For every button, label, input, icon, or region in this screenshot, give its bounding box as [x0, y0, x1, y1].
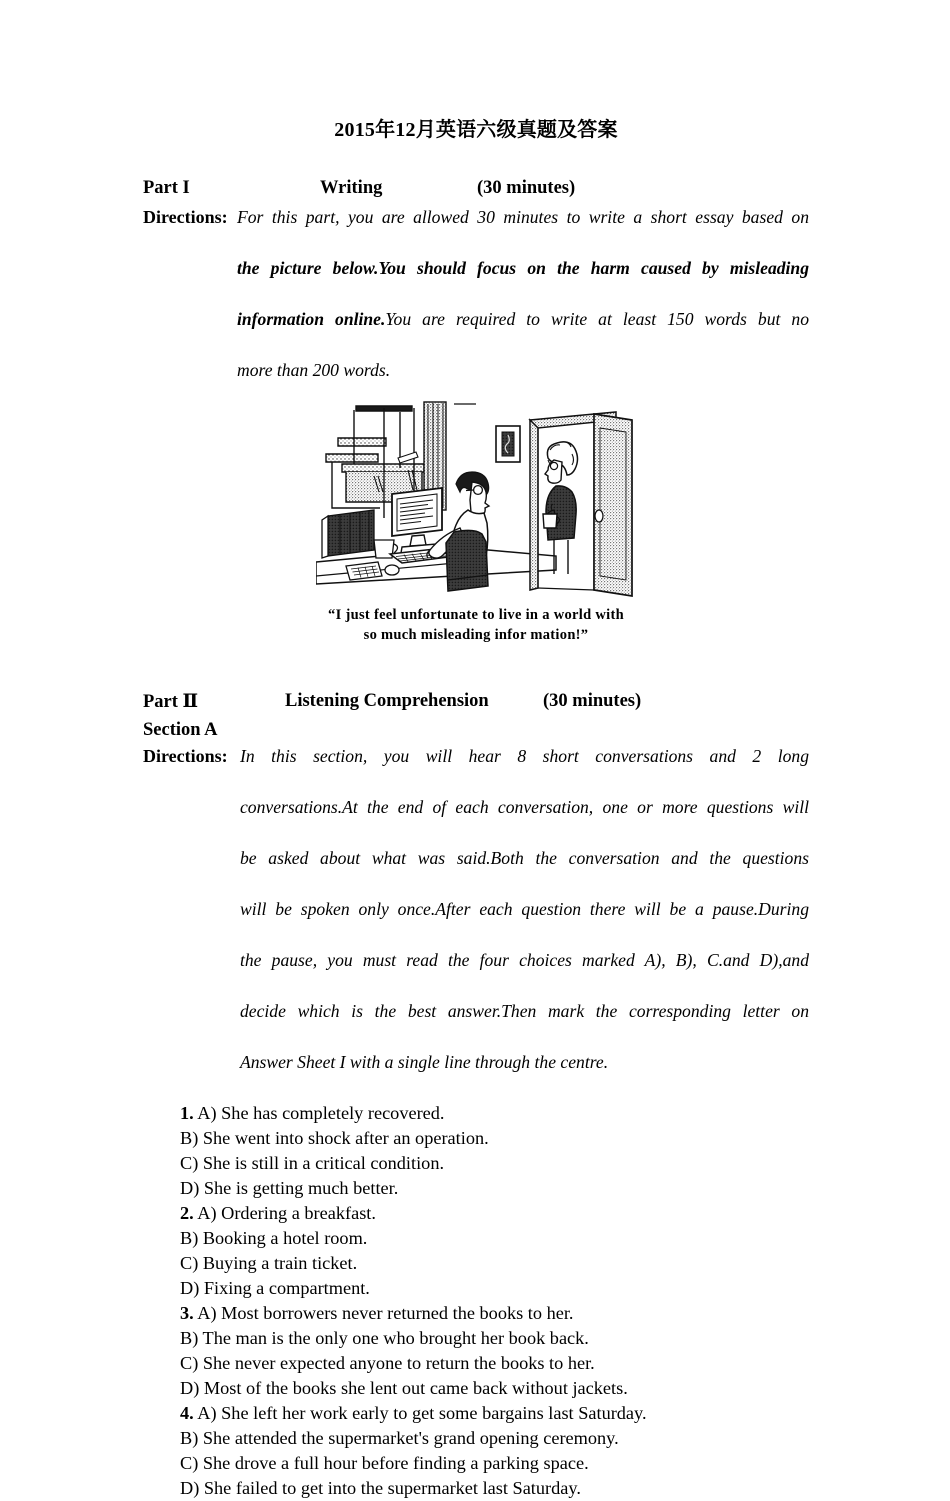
question-line[interactable]: B) Booking a hotel room.	[180, 1228, 368, 1248]
question-line[interactable]: B) She attended the supermarket's grand opening ceremony.	[180, 1428, 619, 1448]
calculator	[346, 562, 382, 580]
part-2-directions-body	[240, 744, 809, 1076]
part-2-title: Listening Comprehension	[285, 690, 489, 711]
part-1-directions	[143, 205, 809, 384]
page-content	[143, 118, 809, 1501]
cartoon-svg	[316, 398, 636, 598]
caption-line-1: “I just feel unfortunate to live in a world with	[328, 606, 624, 623]
part-2-directions	[143, 744, 809, 1076]
question-line[interactable]: C) She is still in a critical condition.	[180, 1153, 445, 1173]
part-1-directions-label: Directions:	[143, 207, 228, 227]
question-3	[180, 1301, 809, 1401]
directions-line: the pause, you must read the four choices marked A), B), C.and D),and	[240, 949, 809, 970]
cartoon-caption	[143, 605, 809, 645]
question-line	[180, 1301, 809, 1326]
binders	[322, 510, 374, 558]
question-line[interactable]: C) She drove a full hour before finding a parking space.	[180, 1453, 589, 1473]
directions-line: conversations.At the end of each conversation, one or more questions will	[240, 796, 809, 817]
page-title: 2015年12月英语六级真题及答案	[334, 119, 618, 141]
part-2-time: (30 minutes)	[543, 690, 642, 711]
question-line	[180, 1201, 809, 1226]
option-text[interactable]: A) She left her work early to get some bargains last Saturday.	[197, 1403, 647, 1423]
question-number: 1.	[180, 1103, 194, 1123]
part-1-header	[143, 178, 809, 204]
question-line[interactable]: D) She failed to get into the supermarket last Saturday.	[180, 1478, 581, 1498]
question-line[interactable]: B) The man is the only one who brought her book back.	[180, 1328, 589, 1348]
door-knob	[595, 510, 603, 522]
section-a-label: Section A	[143, 719, 218, 740]
directions-line: will be spoken only once.After each question there will be a pause.During	[240, 898, 809, 919]
question-line	[180, 1401, 809, 1426]
question-2	[180, 1201, 809, 1301]
option-text[interactable]: A) She has completely recovered.	[197, 1103, 445, 1123]
part-2-header	[143, 691, 809, 717]
question-number: 3.	[180, 1303, 194, 1323]
question-line[interactable]: C) She never expected anyone to return the books to her.	[180, 1353, 595, 1373]
mouse	[385, 565, 399, 575]
question-number: 4.	[180, 1403, 194, 1423]
directions-line: In this section, you will hear 8 short conversations and 2 long	[240, 745, 809, 766]
part-1-time: (30 minutes)	[477, 178, 576, 198]
directions-line: Answer Sheet I with a single line through the centre.	[240, 1051, 609, 1072]
glasses	[550, 462, 557, 469]
question-line[interactable]: D) She is getting much better.	[180, 1178, 399, 1198]
directions-line: For this part, you are allowed 30 minutes to write a short essay based on	[237, 207, 809, 227]
part-2-directions-label: Directions:	[143, 745, 228, 766]
spacer	[143, 645, 809, 691]
framed-picture	[496, 426, 520, 462]
listening-questions	[180, 1101, 809, 1501]
question-number: 2.	[180, 1203, 194, 1223]
part-1-directions-body	[237, 205, 809, 384]
caption-line-2: so much misleading infor mation!”	[363, 626, 589, 643]
part-1-title: Writing	[320, 178, 383, 198]
question-4	[180, 1401, 809, 1501]
question-line[interactable]: D) Fixing a compartment.	[180, 1278, 370, 1298]
part-2-label: Part Ⅱ	[143, 691, 199, 712]
question-line[interactable]: D) Most of the books she lent out came back without jackets.	[180, 1378, 628, 1398]
question-line	[180, 1101, 809, 1126]
directions-emphasis: You should focus on the harm caused by misleading	[378, 258, 810, 278]
question-1	[180, 1101, 809, 1201]
directions-line	[237, 307, 809, 358]
open-door	[594, 414, 632, 596]
directions-line: decide which is the best answer.Then mark the corresponding letter on	[240, 1000, 809, 1021]
writing-prompt-picture	[143, 398, 809, 603]
part-1-label: Part I	[143, 178, 190, 198]
directions-emphasis: the picture below.	[237, 258, 379, 278]
question-line[interactable]: C) Buying a train ticket.	[180, 1253, 358, 1273]
option-text[interactable]: A) Most borrowers never returned the books to her.	[197, 1303, 574, 1323]
cartoon-illustration	[316, 398, 636, 603]
question-line[interactable]: B) She went into shock after an operation.	[180, 1128, 489, 1148]
directions-line: be asked about what was said.Both the conversation and the questions	[240, 847, 809, 868]
directions-line: more than 200 words.	[237, 360, 391, 380]
directions-text: You are required to write at least 150 words but no	[385, 309, 810, 329]
directions-emphasis: information online.	[237, 309, 386, 329]
directions-line	[237, 256, 809, 307]
option-text[interactable]: A) Ordering a breakfast.	[197, 1203, 376, 1223]
